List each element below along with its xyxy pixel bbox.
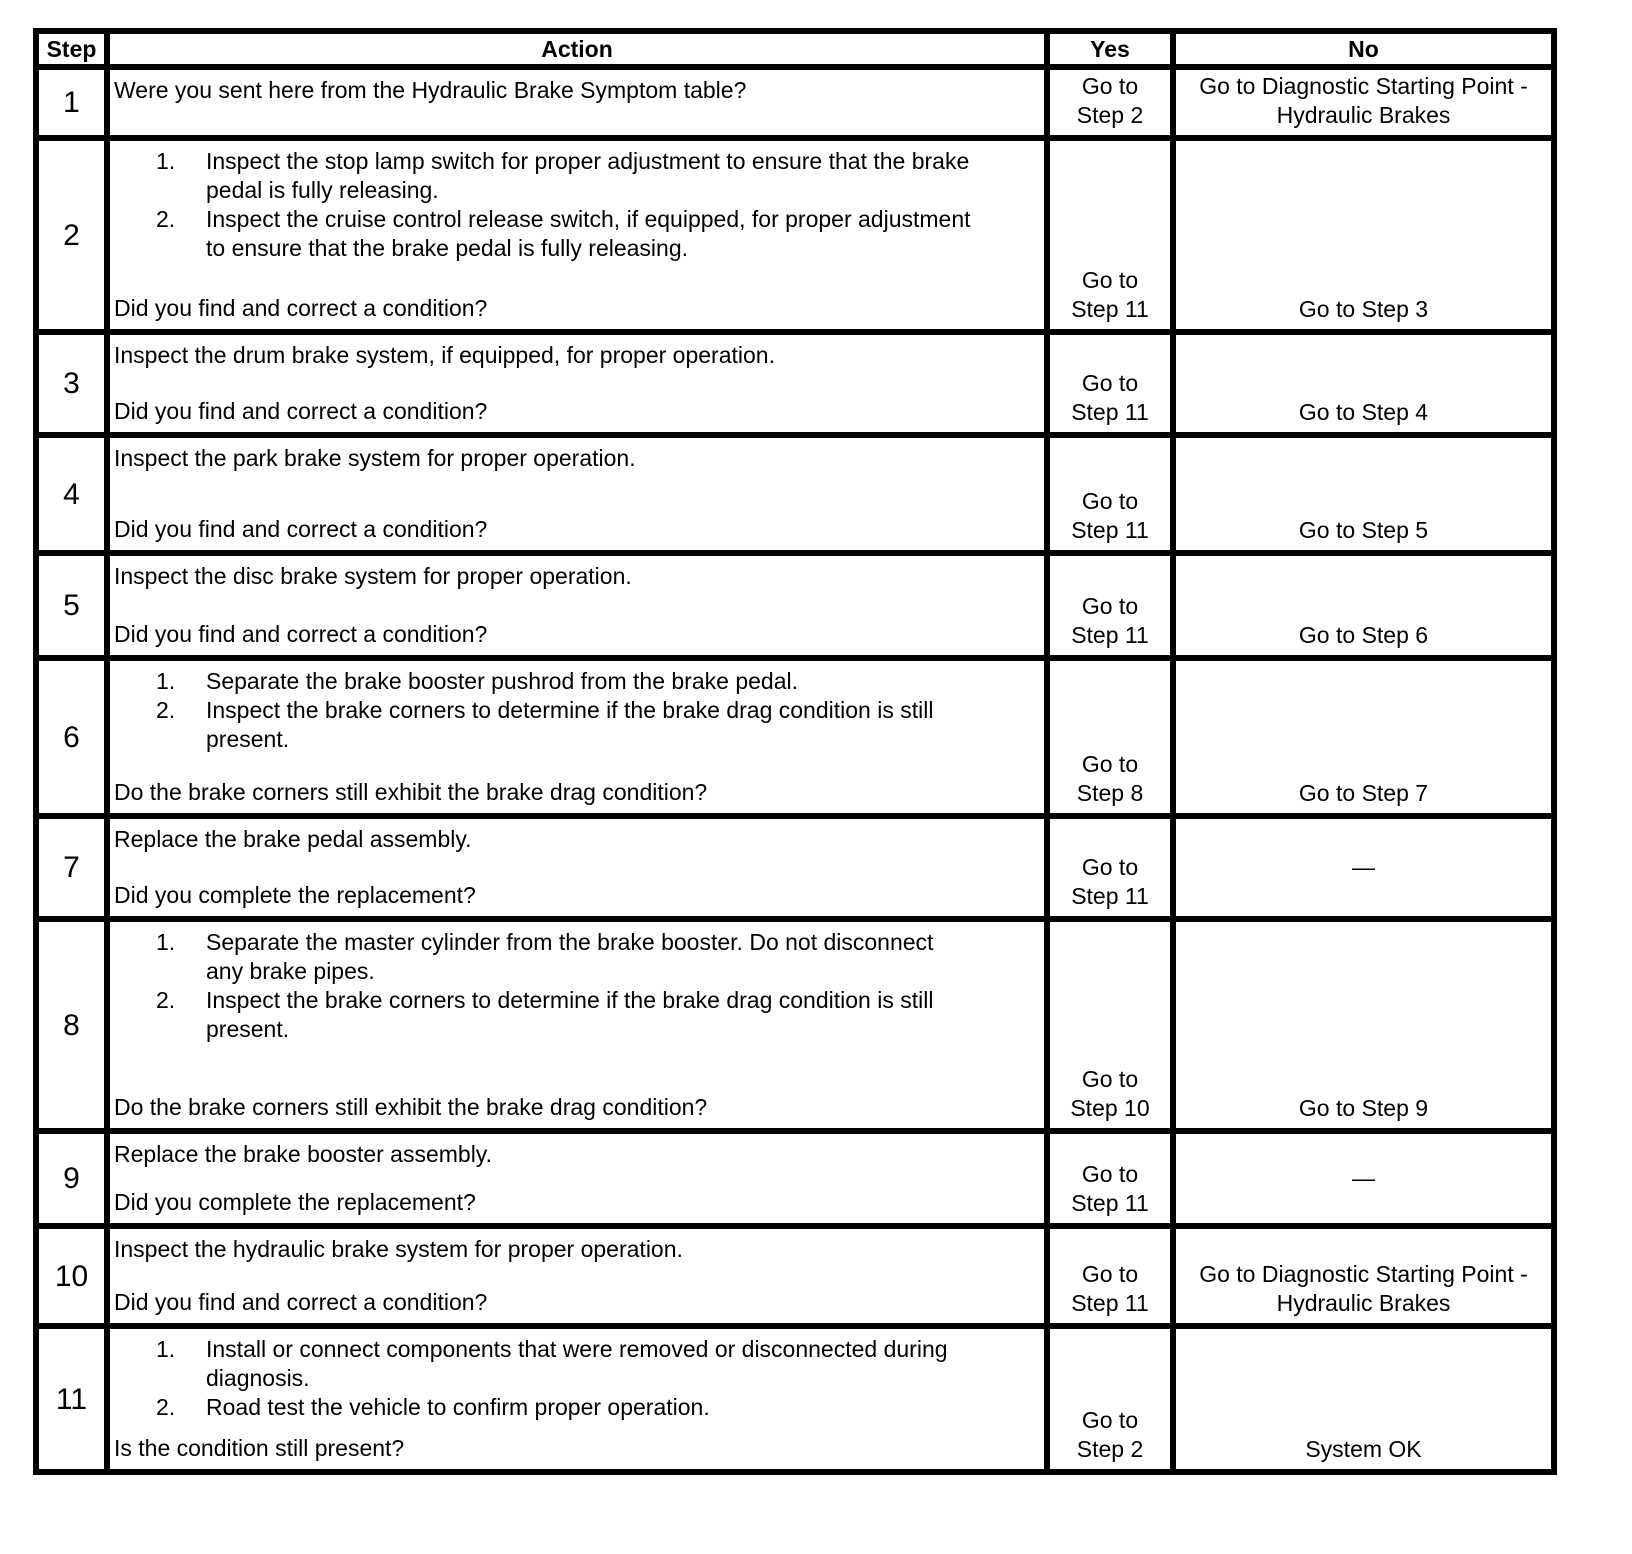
action-question: Is the condition still present?: [114, 1435, 405, 1461]
no-cell-container: [1173, 1326, 1554, 1472]
step-number: 4: [63, 477, 80, 511]
yes-text-line: Go to: [1081, 267, 1139, 293]
no-cell: [1176, 1229, 1551, 1323]
no-cell: [1176, 141, 1551, 329]
action-cell-container: [107, 1226, 1047, 1326]
yes-text-line: Step 8: [1076, 780, 1144, 806]
step-cell-container: [36, 1226, 107, 1326]
yes-cell: [1050, 1229, 1170, 1323]
action-cell-container: [107, 332, 1047, 435]
action-cell: [110, 922, 1044, 1128]
step-number: 11: [55, 1382, 88, 1416]
no-cell-container: [1173, 67, 1554, 138]
no-cell-container: [1173, 1131, 1554, 1226]
table-row-step-3: [36, 332, 1554, 435]
step-number: 10: [54, 1259, 89, 1293]
yes-text-line: Go to: [1081, 370, 1139, 396]
no-cell-container: [1173, 658, 1554, 816]
yes-cell: [1050, 141, 1170, 329]
action-list: [114, 667, 1036, 754]
step-cell-container: [36, 658, 107, 816]
action-list-text: Install or connect components that were removed or disconnected during diagnosis.: [206, 1336, 948, 1391]
action-text: Inspect the drum brake system, if equipped, for proper operation.: [114, 342, 775, 368]
action-cell-container: [107, 138, 1047, 332]
step-number: 7: [63, 851, 80, 884]
action-list-item: [156, 696, 1036, 754]
header-yes-label: Yes: [1090, 36, 1130, 62]
table-body: [36, 67, 1554, 1472]
yes-cell: [1050, 1134, 1170, 1223]
action-list-item: [156, 1335, 1036, 1393]
action-cell: [110, 1329, 1044, 1469]
action-list-item: [156, 986, 1036, 1044]
no-cell: [1176, 70, 1551, 135]
action-list-text: Inspect the brake corners to determine if the brake drag condition is still present.: [206, 987, 934, 1042]
yes-cell-container: [1047, 553, 1173, 658]
action-list-number: 1.: [156, 1336, 176, 1362]
no-cell: [1176, 661, 1551, 813]
em-dash: —: [1352, 854, 1375, 880]
action-cell: [110, 438, 1044, 550]
yes-text-line: Step 11: [1071, 1290, 1149, 1316]
step-cell-container: [36, 816, 107, 919]
yes-cell: [1050, 1329, 1170, 1469]
no-text: Go to Step 7: [1298, 780, 1429, 806]
table-row-step-5: [36, 553, 1554, 658]
no-cell-container: [1173, 553, 1554, 658]
action-text: Inspect the hydraulic brake system for proper operation.: [114, 1236, 683, 1262]
no-cell: [1176, 438, 1551, 550]
action-cell: [110, 556, 1044, 655]
yes-cell: [1050, 819, 1170, 916]
em-dash: —: [1352, 1165, 1375, 1191]
action-list-number: 2.: [156, 987, 176, 1013]
diagnostic-table: [33, 28, 1557, 1475]
header-no: [1173, 31, 1554, 67]
step-cell-container: [36, 919, 107, 1131]
no-cell: [1176, 556, 1551, 655]
action-list-item: [156, 205, 1036, 263]
action-list-number: 2.: [156, 1394, 176, 1420]
action-question: Did you complete the replacement?: [114, 882, 476, 908]
action-list-item: [156, 1393, 1036, 1422]
no-text: Go to Diagnostic Starting Point - Hydraulic Brakes: [1199, 1261, 1528, 1316]
action-list-text: Separate the master cylinder from the brake booster. Do not disconnect any brake pipes.: [206, 929, 934, 984]
yes-cell-container: [1047, 1326, 1173, 1472]
table-row-step-8: [36, 919, 1554, 1131]
action-cell-container: [107, 919, 1047, 1131]
no-cell-dash: [1176, 1134, 1551, 1223]
action-text: Were you sent here from the Hydraulic Brake Symptom table?: [114, 77, 747, 103]
yes-cell: [1050, 438, 1170, 550]
table-row-step-2: [36, 138, 1554, 332]
action-list-number: 1.: [156, 929, 176, 955]
action-list-text: Inspect the stop lamp switch for proper adjustment to ensure that the brake pedal is fully releasing.: [206, 148, 970, 203]
no-text: Go to Step 4: [1298, 399, 1429, 425]
yes-text-line: Go to: [1081, 1161, 1139, 1187]
action-cell-container: [107, 1326, 1047, 1472]
header-action-label: Action: [541, 36, 613, 62]
action-text: Replace the brake booster assembly.: [114, 1141, 492, 1167]
action-list-text: Inspect the brake corners to determine if the brake drag condition is still present.: [206, 697, 934, 752]
no-cell-container: [1173, 138, 1554, 332]
no-cell-container: [1173, 1226, 1554, 1326]
yes-text-line: Go to: [1081, 593, 1139, 619]
action-list-number: 2.: [156, 206, 176, 232]
action-cell-container: [107, 816, 1047, 919]
step-number: 9: [63, 1162, 80, 1195]
yes-text-line: Go to: [1081, 1261, 1139, 1287]
yes-text-line: Go to: [1081, 751, 1139, 777]
no-cell-container: [1173, 435, 1554, 553]
action-list-item: [156, 928, 1036, 986]
yes-cell: [1050, 70, 1170, 135]
no-cell: [1176, 922, 1551, 1128]
action-text: Replace the brake pedal assembly.: [114, 826, 472, 852]
step-number: 1: [63, 86, 80, 119]
yes-cell-container: [1047, 67, 1173, 138]
no-text: Go to Step 3: [1298, 296, 1429, 322]
header-step-label: Step: [46, 36, 97, 62]
yes-text-line: Step 11: [1071, 883, 1149, 909]
yes-cell: [1050, 556, 1170, 655]
yes-text-line: Step 2: [1076, 102, 1144, 128]
action-question: Did you complete the replacement?: [114, 1189, 476, 1215]
table-row-step-4: [36, 435, 1554, 553]
action-cell-container: [107, 1131, 1047, 1226]
action-text: Inspect the disc brake system for proper operation.: [114, 563, 632, 589]
step-cell-container: [36, 1326, 107, 1472]
action-list-item: [156, 147, 1036, 205]
yes-text-line: Step 10: [1070, 1095, 1150, 1121]
action-question: Did you find and correct a condition?: [114, 516, 488, 542]
yes-text-line: Go to: [1081, 73, 1139, 99]
action-cell: [110, 661, 1044, 813]
step-number: 2: [63, 218, 80, 252]
action-cell: [110, 1229, 1044, 1323]
header-yes: [1047, 31, 1173, 67]
yes-cell-container: [1047, 435, 1173, 553]
step-cell-container: [36, 138, 107, 332]
action-question: Did you find and correct a condition?: [114, 398, 488, 424]
action-list-number: 2.: [156, 697, 176, 723]
action-cell: [110, 335, 1044, 432]
yes-text-line: Go to: [1081, 488, 1139, 514]
yes-cell-container: [1047, 1131, 1173, 1226]
action-text: Inspect the park brake system for proper operation.: [114, 445, 636, 471]
yes-text-line: Step 11: [1071, 296, 1149, 322]
table-row-step-11: [36, 1326, 1554, 1472]
no-cell-dash: [1176, 819, 1551, 916]
step-number: 3: [63, 367, 80, 400]
table-row-step-7: [36, 816, 1554, 919]
yes-cell: [1050, 661, 1170, 813]
yes-cell-container: [1047, 138, 1173, 332]
step-cell-container: [36, 332, 107, 435]
action-cell: [110, 1134, 1044, 1223]
action-question: Did you find and correct a condition?: [114, 1289, 488, 1315]
yes-text-line: Step 11: [1071, 1190, 1149, 1216]
step-cell-container: [36, 435, 107, 553]
no-cell: [1176, 335, 1551, 432]
action-question: Did you find and correct a condition?: [114, 621, 488, 647]
no-cell: [1176, 1329, 1551, 1469]
no-text: Go to Step 9: [1298, 1095, 1429, 1121]
action-list-text: Separate the brake booster pushrod from the brake pedal.: [206, 668, 798, 694]
header-step: [36, 31, 107, 67]
no-text: Go to Step 5: [1298, 517, 1429, 543]
action-list-number: 1.: [156, 148, 176, 174]
action-cell-container: [107, 67, 1047, 138]
table-row-step-6: [36, 658, 1554, 816]
no-cell-container: [1173, 816, 1554, 919]
step-cell-container: [36, 553, 107, 658]
no-text: Go to Step 6: [1298, 622, 1429, 648]
no-cell-container: [1173, 332, 1554, 435]
yes-text-line: Step 11: [1071, 517, 1149, 543]
yes-text-line: Go to: [1081, 1407, 1139, 1433]
header-no-label: No: [1348, 36, 1379, 62]
header-row: [36, 31, 1554, 67]
step-number: 6: [63, 720, 80, 754]
yes-cell-container: [1047, 1226, 1173, 1326]
step-cell-container: [36, 1131, 107, 1226]
action-cell-container: [107, 553, 1047, 658]
action-cell-container: [107, 435, 1047, 553]
action-cell-container: [107, 658, 1047, 816]
action-list-number: 1.: [156, 668, 176, 694]
action-question: Did you find and correct a condition?: [114, 295, 488, 321]
step-number: 8: [63, 1008, 80, 1042]
yes-text-line: Go to: [1081, 854, 1139, 880]
action-list-item: [156, 667, 1036, 696]
action-cell: [110, 70, 1044, 135]
step-number: 5: [63, 589, 80, 622]
yes-cell-container: [1047, 658, 1173, 816]
no-text: Go to Diagnostic Starting Point - Hydraulic Brakes: [1199, 73, 1528, 128]
no-text: System OK: [1305, 1436, 1422, 1462]
yes-text-line: Go to: [1081, 1066, 1139, 1092]
action-list: [114, 1335, 1036, 1422]
action-list-text: Road test the vehicle to confirm proper operation.: [206, 1394, 710, 1420]
action-question: Do the brake corners still exhibit the brake drag condition?: [114, 779, 708, 805]
action-list-text: Inspect the cruise control release switch, if equipped, for proper adjustment to ensure that the brake pedal is fully releasing.: [206, 206, 971, 261]
yes-cell-container: [1047, 919, 1173, 1131]
yes-cell: [1050, 922, 1170, 1128]
yes-text-line: Step 2: [1076, 1436, 1144, 1462]
action-question: Do the brake corners still exhibit the brake drag condition?: [114, 1094, 708, 1120]
table-row-step-1: [36, 67, 1554, 138]
yes-cell-container: [1047, 816, 1173, 919]
action-list: [114, 928, 1036, 1044]
table-row-step-9: [36, 1131, 1554, 1226]
action-cell: [110, 819, 1044, 916]
yes-cell-container: [1047, 332, 1173, 435]
yes-cell: [1050, 335, 1170, 432]
no-cell-container: [1173, 919, 1554, 1131]
yes-text-line: Step 11: [1071, 622, 1149, 648]
action-list: [114, 147, 1036, 263]
yes-text-line: Step 11: [1071, 399, 1149, 425]
header-action: [107, 31, 1047, 67]
table-row-step-10: [36, 1226, 1554, 1326]
step-cell-container: [36, 67, 107, 138]
action-cell: [110, 141, 1044, 329]
